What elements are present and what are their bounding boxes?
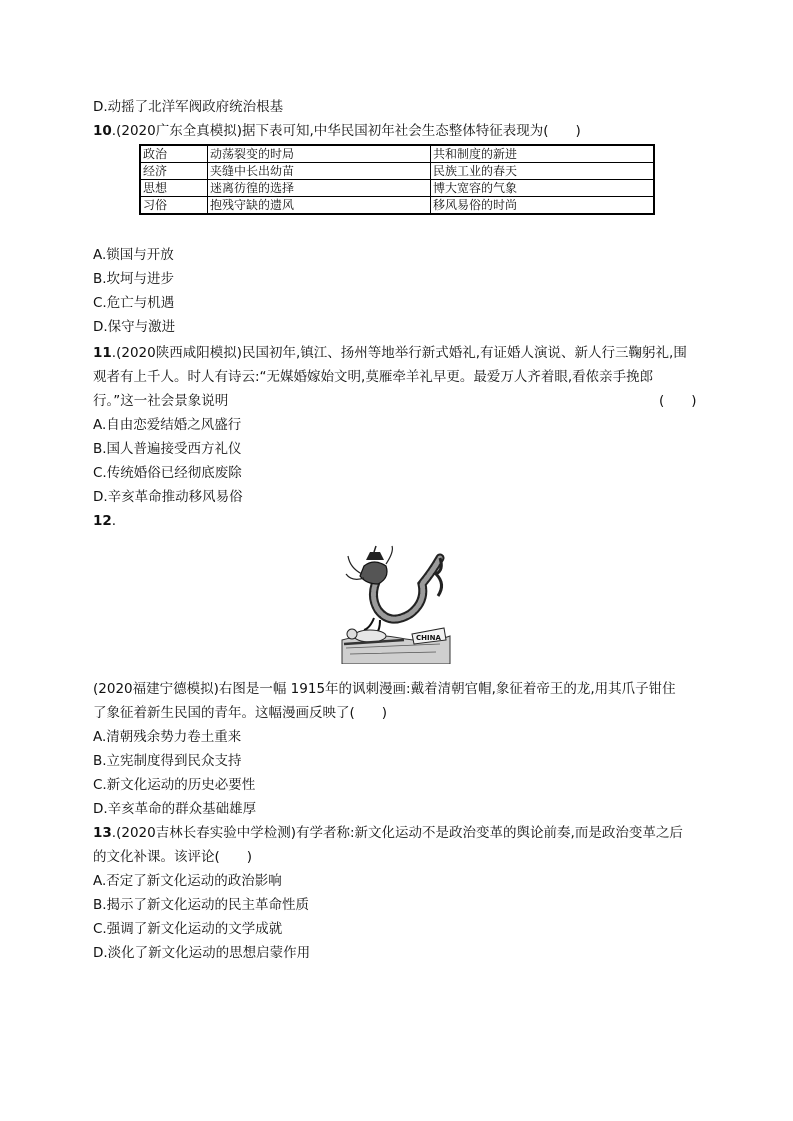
q11-stem-line2: 观者有上千人。时人有诗云:“无媒婚嫁始文明,莫雁牵羊礼早更。最爱万人齐着眼,看侬亲手挽郎 (93, 369, 654, 385)
cartoon-label: CHINA (416, 634, 441, 642)
table-cell: 习俗 (140, 197, 208, 215)
table-cell: 迷离彷徨的选择 (208, 180, 431, 197)
q13-stem-line2: 的文化补课。该评论( ) (93, 849, 253, 865)
q10-option-c: C.危亡与机遇 (93, 295, 175, 311)
q11-stem-line3: 行。”这一社会景象说明 (93, 393, 229, 409)
q12-number-suffix: . (111, 513, 117, 529)
q10-option-a: A.锁国与开放 (93, 247, 174, 263)
q11-option-c: C.传统婚俗已经彻底废除 (93, 465, 242, 481)
table-cell: 共和制度的新进 (431, 145, 655, 163)
q11-stem-line1 (93, 344, 687, 362)
q12-number-line (93, 512, 116, 530)
table-row (140, 180, 654, 197)
dragon-cartoon-image (340, 544, 452, 664)
q10-option-d: D.保守与激进 (93, 319, 176, 335)
q12-option-d: D.辛亥革命的群众基础雄厚 (93, 801, 257, 817)
q12-number: 12 (93, 513, 112, 529)
q11-stem-text: .(2020陕西咸阳模拟)民国初年,镇江、扬州等地举行新式婚礼,有证婚人演说、新人行三鞠躬礼,围 (111, 345, 687, 361)
table-cell: 民族工业的春天 (431, 163, 655, 180)
q12-stem-line2: 了象征着新生民国的青年。这幅漫画反映了( ) (93, 705, 388, 721)
table-cell: 夹缝中长出幼苗 (208, 163, 431, 180)
q11-option-a: A.自由恋爱结婚之风盛行 (93, 417, 242, 433)
q10-stem-text: .(2020广东全真模拟)据下表可知,中华民国初年社会生态整体特征表现为( ) (111, 123, 581, 139)
table-row (140, 163, 654, 180)
q13-stem-text: .(2020吉林长春实验中学检测)有学者称:新文化运动不是政治变革的舆论前奏,而是政治变革之后 (111, 825, 683, 841)
table-row (140, 145, 654, 163)
q12-option-a: A.清朝残余势力卷土重来 (93, 729, 242, 745)
q11-number: 11 (93, 345, 112, 361)
q11-option-b: B.国人普遍接受西方礼仪 (93, 441, 242, 457)
table-cell: 经济 (140, 163, 208, 180)
q10-stem (93, 122, 581, 140)
q10-number: 10 (93, 123, 112, 139)
q9-option-d: D.动摇了北洋军阀政府统治根基 (93, 99, 284, 115)
q12-option-b: B.立宪制度得到民众支持 (93, 753, 242, 769)
q13-number: 13 (93, 825, 112, 841)
q10-table (139, 144, 655, 215)
q13-option-a: A.否定了新文化运动的政治影响 (93, 873, 282, 889)
q12-option-c: C.新文化运动的历史必要性 (93, 777, 256, 793)
q11-option-d: D.辛亥革命推动移风易俗 (93, 489, 243, 505)
q13-stem-line1 (93, 824, 683, 842)
table-cell: 抱残守缺的遗风 (208, 197, 431, 215)
q10-option-b: B.坎坷与进步 (93, 271, 175, 287)
q12-stem-line1: (2020福建宁德模拟)右图是一幅 1915年的讽刺漫画:戴着清朝官帽,象征着帝王的龙,用其爪子钳住 (93, 681, 676, 697)
table-row (140, 197, 654, 215)
table-cell: 博大宽容的气象 (431, 180, 655, 197)
table-cell: 政治 (140, 145, 208, 163)
q13-option-b: B.揭示了新文化运动的民主革命性质 (93, 897, 310, 913)
table-cell: 思想 (140, 180, 208, 197)
table-cell: 动荡裂变的时局 (208, 145, 431, 163)
q11-answer-bracket: ( ) (659, 393, 697, 409)
q13-option-d: D.淡化了新文化运动的思想启蒙作用 (93, 945, 311, 961)
q13-option-c: C.强调了新文化运动的文学成就 (93, 921, 283, 937)
table-cell: 移风易俗的时尚 (431, 197, 655, 215)
